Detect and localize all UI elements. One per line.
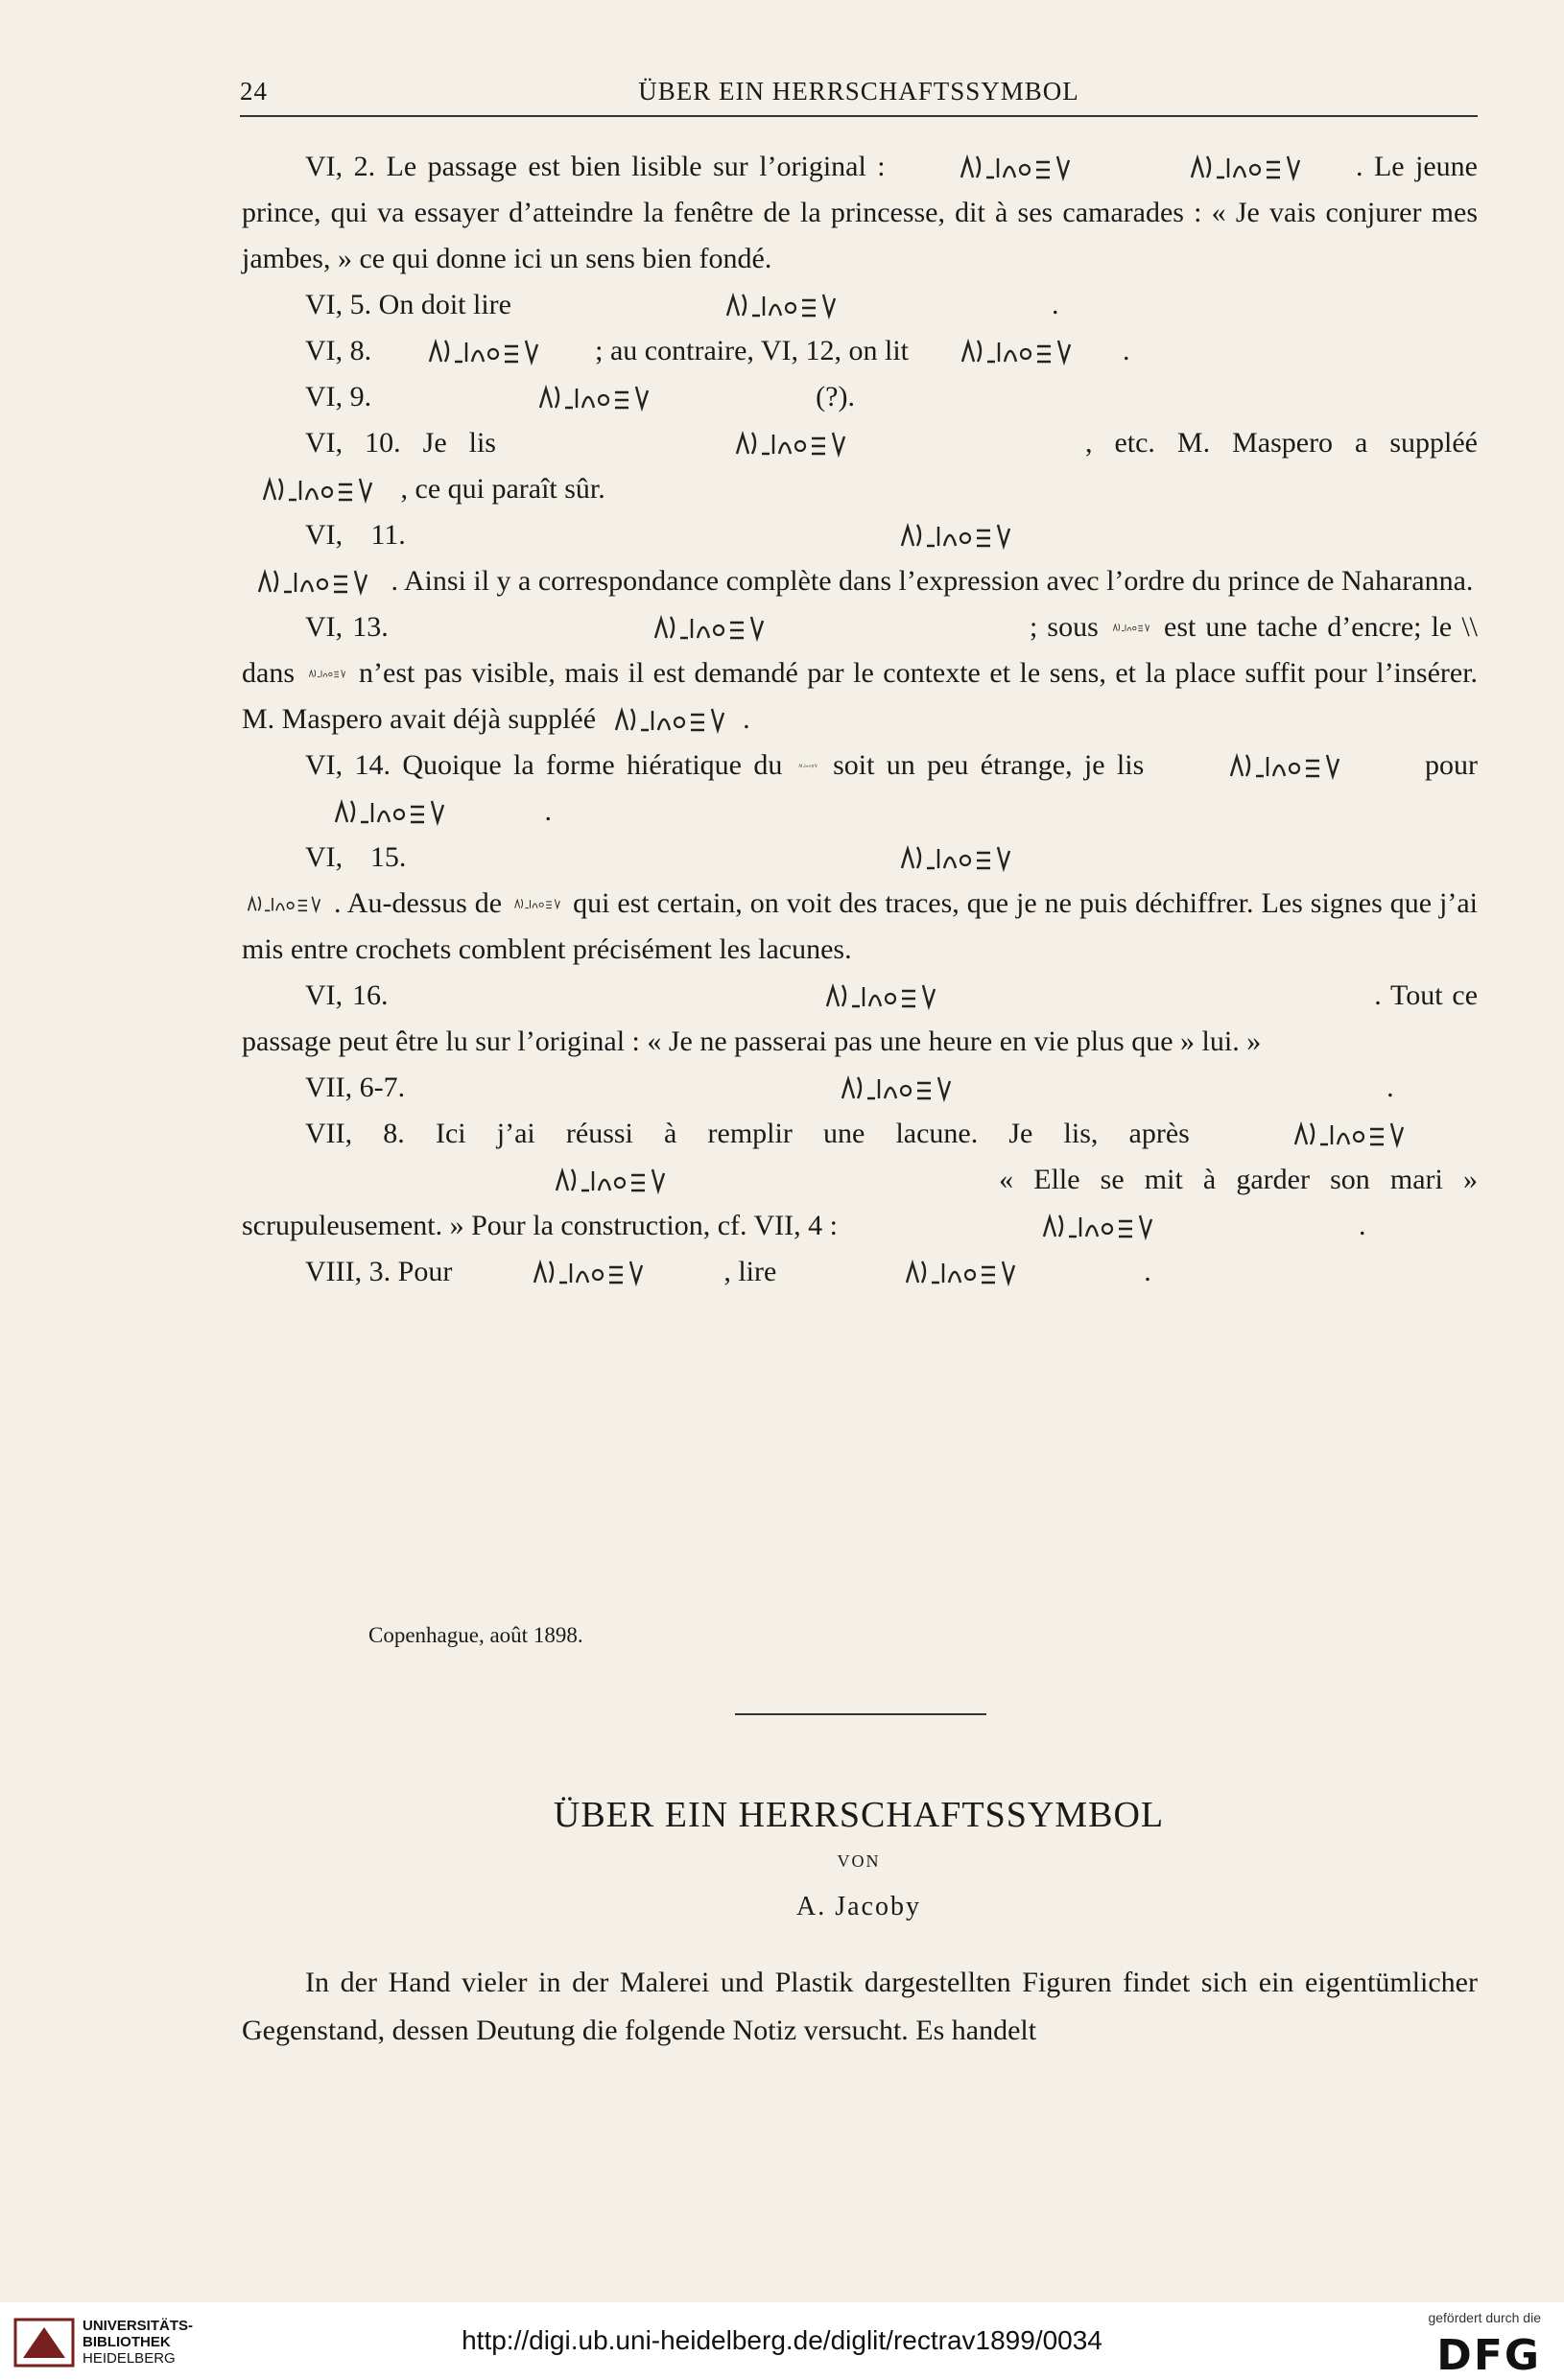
- hieroglyph-group-icon: [900, 153, 1130, 181]
- note-vi-10: VI, 10. Je lis , etc. M. Maspero a suppléé , ce qui paraît sûr.: [242, 420, 1478, 512]
- hieroglyph-group-icon: [246, 1166, 975, 1194]
- note-vi-2: VI, 2. Le passage est bien lisible sur l’original : . Le jeune prince, qui va essayer d’atteindre la fenêtre de la princesse, dit à ses camarades : « Je vais conjurer mes jambes, » ce qui donne ici un sens bien fondé.: [242, 151, 1478, 274]
- article-author: A. Jacoby: [796, 1892, 921, 1921]
- signoff: Copenhague, août 1898.: [368, 1623, 583, 1647]
- hieroglyph-group-icon: [607, 705, 732, 734]
- note-vi-16: VI, 16. . Tout ce passage peut être lu sur l’original : « Je ne passerai pas une heure en vie plus que » lui. »: [242, 979, 1479, 1057]
- hieroglyph-group-icon: [522, 429, 1059, 458]
- hieroglyph-group-icon: [246, 567, 380, 596]
- hieroglyph-group-icon: [402, 613, 1016, 642]
- viewer-footer: [0, 2302, 1564, 2380]
- hieroglyph-group-icon: [308, 659, 346, 688]
- note-vi-14: VI, 14. Quoique la forme hiératique du soit un peu étrange, je lis pour .: [242, 742, 1478, 835]
- section-rule: [735, 1713, 986, 1715]
- dfg-logo: DFG: [1436, 2331, 1541, 2380]
- hieroglyph-group-icon: [798, 751, 818, 780]
- article-title: ÜBER EIN HERRSCHAFTSSYMBOL: [553, 1795, 1165, 1835]
- notes-body: [242, 144, 1478, 1295]
- note-vii-8: VII, 8. Ici j’ai réussi à remplir une lacune. Je lis, après « Elle se mit à garder son mari » scrupuleusement. » Pour la construction, cf. VII, 4 : .: [242, 1118, 1478, 1241]
- hieroglyph-group-icon: [438, 843, 1474, 872]
- header-rule: [240, 115, 1478, 117]
- note-vi-8: VI, 8. ; au contraire, VI, 12, on lit .: [305, 335, 1130, 366]
- note-vi-11: VI, 11. . Ainsi il y a correspondance complète dans l’expression avec l’ordre du prince de Naharanna.: [242, 512, 1478, 604]
- library-name: UNIVERSITÄTS- BIBLIOTHEK HEIDELBERG: [83, 2318, 194, 2367]
- hieroglyph-group-icon: [1149, 153, 1341, 181]
- hieroglyph-group-icon: [1224, 1119, 1474, 1148]
- article-body: [242, 1959, 1478, 2055]
- hieroglyph-group-icon: [383, 337, 584, 365]
- hieroglyph-group-icon: [383, 383, 805, 412]
- permalink-url[interactable]: http://digi.ub.uni-heidelberg.de/diglit/rectrav1899/0034: [462, 2325, 1102, 2355]
- hieroglyph-group-icon: [416, 1073, 1376, 1102]
- funding-note: gefördert durch die: [1428, 2310, 1541, 2325]
- hieroglyph-group-icon: [522, 291, 1040, 319]
- hieroglyph-group-icon: [401, 981, 1361, 1010]
- note-vi-9: VI, 9. (?).: [305, 381, 855, 412]
- hieroglyph-group-icon: [848, 1212, 1347, 1240]
- hieroglyph-group-icon: [246, 797, 533, 826]
- hieroglyph-group-icon: [438, 521, 1474, 550]
- note-viii-3: VIII, 3. Pour , lire .: [305, 1256, 1151, 1287]
- note-vi-13: VI, 13. ; sous est une tache d’encre; le \\ dans n’est pas visible, mais il est demandé par le contexte et le sens, et la place suffit pour l’insérer. M. Maspero avait déjà suppléé .: [242, 611, 1479, 735]
- hieroglyph-group-icon: [246, 475, 390, 504]
- hieroglyph-group-icon: [463, 1258, 713, 1286]
- page-header: [240, 69, 1478, 111]
- hieroglyph-group-icon: [920, 337, 1112, 365]
- hieroglyph-group-icon: [246, 889, 322, 918]
- note-vii-6-7: VII, 6-7. .: [305, 1072, 1394, 1103]
- hieroglyph-group-icon: [1112, 613, 1150, 642]
- page-number: 24: [240, 77, 268, 106]
- running-head: ÜBER EIN HERRSCHAFTSSYMBOL: [638, 77, 1079, 106]
- hieroglyph-group-icon: [513, 889, 561, 918]
- note-vi-15: VI, 15. . Au-dessus de qui est certain, on voit des traces, que je ne puis déchiffrer. Les signes que j’ai mis entre crochets comblent précisément les lacunes.: [242, 841, 1479, 965]
- article-paragraph: In der Hand vieler in der Malerei und Plastik dargestellten Figuren findet sich ein eigentümlicher Gegenstand, dessen Deutung die folgende Notiz versucht. Es handelt: [242, 1967, 1478, 2046]
- hieroglyph-group-icon: [1160, 751, 1410, 780]
- article-von: VON: [837, 1851, 881, 1871]
- note-vi-5: VI, 5. On doit lire .: [305, 289, 1059, 320]
- hieroglyph-group-icon: [788, 1258, 1133, 1286]
